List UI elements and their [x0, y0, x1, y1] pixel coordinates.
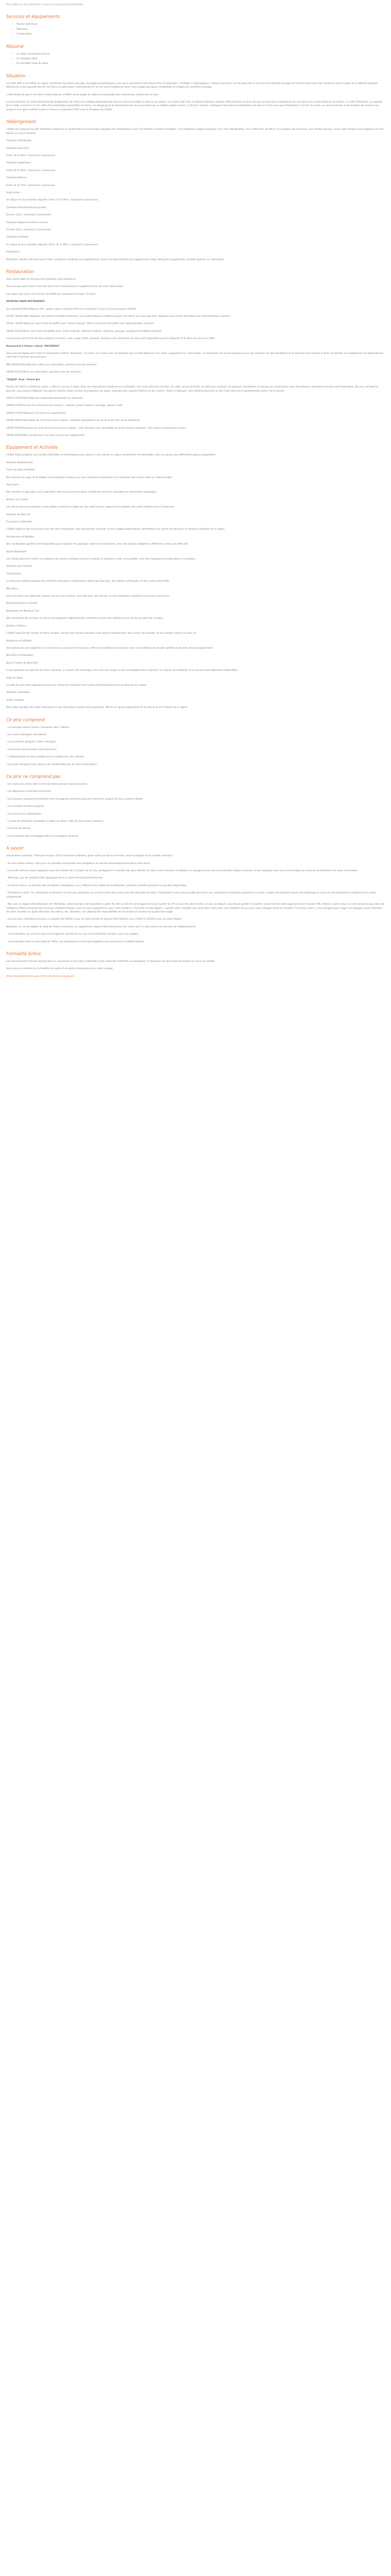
paragraph: L'hôtel est composé de 202 chambres modernes et confortables et sont toutes équipées de climatisation d'une TV satellite à chaînes multiples, d'un téléphone (appels payants), d'un mini réfrigérateur, d'un coffre-fort, du Wi-Fi, d'un plateau de courtoisie, d'un sèche-cheveux, d'une salle de bain avec baignoire et d'un balcon ou d'une terrasse.	[6, 128, 384, 135]
activity-heading: Randonnées et Balades	[6, 535, 35, 538]
paragraph: La Crète offre à ses hôtes un séjour combinant de nature sauvage, de plages paradisiaques ainsi qu'un patrimoine historique riche et séduisant « héritage » mythologique. L'atout vous berce sur du beau de ce à la fois et la beauté sauvage de l'île des Dieux pour des vacances sous le signe de la détente absolue. Découvrez la plus grande des îles de Grèce et optez pour l'authenticité et l'art de vivre traditionnel dans entre plages grecques ensoleillées et villages au caractère sauvage.	[6, 82, 379, 89]
paragraph: Des barbecues sont organisés sur la terrasse ou au bord de la piscine, offrant une ambiance conviviale avec une sélection de viandes grillées et de plats d'accompagnement.	[6, 647, 214, 650]
paragraph: Des spectacles de musique en direct sont proposés régulièrement, mettant en avant des artistes locaux et des groupes de musique.	[6, 617, 164, 620]
activity-heading: Divertissements en Soirée	[6, 602, 38, 605]
activity-heading: Aqua Gym	[6, 483, 19, 486]
paragraph: - Attention, par de notation hôtel appliquée dans le cadre de tarifs promotionnels.	[6, 877, 104, 880]
restauration-section	[6, 269, 385, 437]
paragraph: Les ressortissants français doivent être en possession d'une pièce d'identité (carte nationale d'identité ou passeport), à l'exclusion de tout autre document en cours de validité.	[6, 960, 216, 963]
activity-heading: Spa et Centre de Bien-Être	[6, 662, 38, 665]
list-item: - Les repas non inclus dans la formule demi-pension (sans boissons).	[6, 783, 88, 786]
paragraph: 10h00-23h00 Boissons au verre de la formule tout compris : café, boissons non alcoolisées et alcool (toutes marques), Vins, bières et spiritueux locaux.	[6, 427, 187, 430]
paragraph: Environ 24m², maximum 3 personnes.	[6, 228, 52, 231]
paragraph: - Les bus pour chambres est prévu à compter de 15h00 le jour de votre arrivée et doivent être libérées vers 11h00 et 12h00 le jour de votre départ.	[6, 918, 183, 921]
paragraph: Attention, en cas de départ au-delà de l'heure convenue, un supplément risque d'être facturé lors du "check out" le coût variera en fonction de l'établissement.	[6, 925, 197, 928]
list-item: - Les taxes d'aéroport (révisables).	[6, 733, 47, 736]
services-section	[6, 14, 385, 36]
hebergement-title: Hébergement	[6, 119, 36, 125]
paragraph: Entre 19 et 22m², maximum 3 personnes.	[6, 154, 56, 157]
activity-heading: Club Enfants	[6, 572, 22, 575]
paragraph: 19h00-21h30 Dîner sur réservation, plusieurs fois par semaine	[6, 371, 81, 374]
services-title: Services et équipements	[6, 14, 60, 20]
comprend-title: Ce prix comprend	[6, 717, 45, 722]
activity-heading: Salle de Sport	[6, 676, 23, 680]
resume-title: Résumé	[6, 43, 24, 49]
paragraph: Entre 22 et 27m², maximum 3 personnes.	[6, 184, 56, 187]
paragraph: Chambre Supérieure :	[6, 162, 32, 165]
paragraph: Chambre Familiale :	[6, 236, 30, 239]
paragraph: Des randonnées guidées sont disponibles pour explorer les paysages naturels environnants, avec des options adaptées à différents niveaux de difficulté.	[6, 543, 188, 546]
ne-comprend-title: Ce prix ne comprend pas	[6, 774, 61, 779]
activity-heading: Visites Guidées	[6, 699, 25, 702]
paragraph: Vous pouvez opter pour la formule tout inclus moyennant un supplément lors de votre réservation.	[6, 285, 124, 289]
savoir-title: A savoir	[6, 845, 24, 851]
paragraph: Prestations :	[6, 251, 21, 254]
paragraph: Suite Junior :	[6, 191, 22, 194]
activity-heading: Barbecue et Grillades	[6, 639, 32, 642]
resume-section	[6, 44, 385, 66]
paragraph: 10h00-17h00 Snacks de la formule tout compris : salades, pizzas fraîches, hot-dogs, glaces, fruits	[6, 404, 123, 408]
paragraph: - En basse saison, un fonction des conditions climatiques, ou à l'affluence de l'hôtel est insuffisante, certaines activités peuvent ne pas être disponibles.	[6, 884, 187, 887]
diplomatie-link[interactable]: https://www.diplomatie.gouv.fr/fr/conseils-aux-voyageurs/	[6, 975, 75, 978]
situation-section	[6, 73, 385, 112]
resume-list	[6, 53, 385, 66]
paragraph: - seul indication, les services tous inclus figurant représenté sur une communication certains, servir au antigen.	[6, 933, 139, 936]
paragraph: Des séances de yoga et de Pilates sont proposées chaque jour pour favoriser le bien-être et la relaxation des clients dans un cadre paisible.	[6, 476, 173, 479]
paragraph: 10h00-18h00 Spécialités de la formule tout compris : sélection quotidienne de jus de fruits frais et de smoothies	[6, 419, 140, 422]
comprend-section	[6, 717, 385, 767]
paragraph: 12h45 -14h30 Déjeuner sous forme de buffet avec "show cooking". Dîner sous forme de buffet avec démonstration culinaire	[6, 323, 154, 326]
ne-comprend-section	[6, 774, 385, 838]
paragraph: L'hôtel organise des excursions vers des sites historiques, des monuments culturels, et des villages pittoresques, permettant aux clients de découvrir la richesse culturelle de la région.	[6, 528, 225, 531]
list-item: - Les transferts aéroport / hôtel / aéroport.	[6, 741, 57, 744]
paragraph: Vous pouvez également visiter le restaurant à thème "Kritamos". Un menu à la carte vous est proposé pour le petit déjeuner et le dîner uniquement sur réservation. Le restaurant est ouvert plusieurs jours par semaine. Si vous bénéficiez de la formule tout compris le dîner est gratuit. Un supplément est demandé aux client de la formule demi-pension.	[6, 352, 384, 359]
paragraph: Vous pouvez consulter les formalités de santé et de police nécessaires pour votre voyage :	[6, 968, 115, 971]
situation-title: Situation	[6, 73, 26, 78]
paragraph: Les clients peuvent s'initier ou pratiquer des sports nautiques comme le kayak, la planche à voile, et le paddle, avec des équipements disponibles à la location.	[6, 558, 197, 561]
list-item: - La taxe de résidence climatique à régler sur place (10€ par jour et par chambre).	[6, 820, 104, 823]
paragraph: Le spa propose une gamme de soins relaxants, y compris des massages, des soins du visage, et des enveloppements corporels. Un espace de relaxation et un jacuzzi sont également disponibles.	[6, 669, 238, 672]
activity-heading: Cours de Yoga et Pilates	[6, 469, 35, 472]
paragraph: Chambre Individuelle :	[6, 140, 33, 143]
paragraph: - Prestations à tarif : les cotisations et boissons ne sont pas comprises au service à bord des avions lors des vols aller et retour. Cependant il vous sera possible de choisir vos cotisations et boissons proposés à la carte, à régler directement auprès de l'équipage au cours du vol (paiement en espèces et en euros uniquement).	[6, 892, 376, 899]
paragraph: Ouvert de 10h15 à 22h00 du matin, il offre un service à table, dans une atmosphère moderne et confortable. Une riche sélection de thés, de cafés, de jus de fruits, de délicieux cocktails, de boissons alcoolisées et marque en combinaison avec des boissons alcoolisées locales sont disponibles. De plus, pendant la journée, vous pouvez déguster des glaces fraîches faites maison et préparées sur place, ainsi que des salades fraîches et des snacks. Avant le déjeuner, des rafraîchissements au des fruits sont servis gratuitement autour de la piscine.	[6, 386, 379, 393]
activity-heading: Mini Disco	[6, 587, 19, 590]
paragraph: 10h00-17h00 Déjeuner à la carte (en supplément)	[6, 412, 66, 415]
paragraph: La salle de sport bien équipée permet aux clients de maintenir leur routine d'entraînement tout au long de leur séjour.	[6, 684, 148, 687]
activity-heading: Ateliers de Cuisine	[6, 498, 28, 501]
list-item: - Les assurances optionnelles.	[6, 812, 42, 816]
paragraph: Sur demande Petit-déjeuner tôt : panier repas (vaalide) informer la réception 1 jour à l'avance jusqu'à 20h00	[6, 308, 136, 311]
paragraph: 08h-10h00 Petit-déjeuner crétois sur réservation, plusieurs fois par semaine	[6, 363, 97, 366]
services-list	[6, 23, 385, 36]
list-item: - Les éventuels frais de bagage selon la compagnie aérienne.	[6, 835, 79, 838]
paragraph: 18h30-21h30 Dîner sous forme de buffet avec "show cooking". Soirées à thème : italienne, grecque, asiatique et méditerranéenne.	[6, 330, 162, 333]
paragraph: Chambre Deluxe :	[6, 177, 28, 180]
list-item: • Un véritable coup de cœur	[17, 62, 385, 65]
paragraph: Réception 24h/24, wifi dans tout l'hôtel, assistance médicale (en supplément), service de blanchisserie (en supplément), baby-sitting (en supplément), tir bébé (gratuit, sur demande).	[6, 258, 224, 261]
savoir-section	[6, 845, 385, 944]
restaurant-heading: "ROJAZI" Pool / Snack Bar	[6, 378, 41, 381]
paragraph: Chambre Supérieure Piscine privée :	[6, 221, 50, 224]
paragraph: - Les tarifs enfants seront appliqués pour les enfants de 2 à moins de 12 ans, partageant la chambre de deux adultes. Si votre (vos) enfant(s) ou bébé(s) ne voyage(nt) pas dans les tranches d'âges ci-dessus, le tarif appliqué vous sera communiqué au moment du traitement de votre commande.	[6, 870, 358, 873]
activity-heading: Activités de Plein Air	[6, 513, 31, 516]
list-item: - Le transport aérien France / Héraklion Aller / Retour.	[6, 726, 70, 729]
paragraph: Chambre Standard :	[6, 147, 30, 150]
paragraph: 07h30 -10h30 Petit-déjeuner sous forme de buffet américain. Coin petit-déjeuner traditionnel grec et crétois. Jus d'orange frais. Déjeuner sous forme de buffet avec démonstration culinaire	[6, 315, 230, 318]
paragraph: L'hôtel Aelius propose une variété d'activités et d'animations pour assurer à ses clients un séjour divertissant et mémorable. Voici un aperçu des différentes options disponibles :	[6, 454, 217, 457]
paragraph: Vous serez logés en formule demi-pension (sans boissons).	[6, 278, 76, 281]
equipement-title: Équipement et Activités	[6, 445, 58, 450]
list-item: - Les frais de dossier.	[6, 827, 31, 831]
paragraph: L'hôtel Kaliss & spa 4* est situé à Kato Gouves, à 600m d'une plage de sable et à proximité des commerces, restaurants et bars.	[6, 93, 159, 96]
paragraph: Des sessions d'aqua gym sont organisées dans la piscine principale, combinant exercices physiques et amusement aquatique.	[6, 491, 157, 494]
paragraph: Entre 20 et 24m², maximum 3 personnes.	[6, 169, 56, 172]
list-item: - Les dépenses à caractère personnel.	[6, 790, 52, 793]
list-item: - Les taxes aéroport (sous réserve de modification lors de votre réservation).	[6, 763, 97, 766]
list-item: • Un hôtel récemment rénové	[17, 53, 385, 56]
paragraph: Environ 21m², maximum 3 personnes.	[6, 214, 52, 217]
paragraph: Un séjour et une chambre séparée. Entre 27 et 36m², maximum 4 personnes.	[6, 199, 99, 202]
activity-heading: Sports Nautiques	[6, 550, 27, 553]
hebergement-section	[6, 119, 385, 262]
paragraph: - Nos vols en région internationales de l'Héraklion, votre chambre est disponible à partir de 14h ou 15h et votre logement local à partir de 17h le jour de votre arrivée. Le jour du départ, vous devez quitter la chambre avant midi et votre logement local le avant 10h, même si votre retour se crée est prévu plus tard. De nombreux hôtels prévoient des services complémentaires, avec ou sans supplément, pour votre confort (« free time au day départ », garder votre chambre plus tard dans check-out), une chambre de jour pour vous changer avant le transfert ("courtesy room"), une consigne pour ranger vos bagages avant attention de votre chambre ou après libération de celle-ci, etc. Toutefois, ceci dépend des disponibilités et circonstances locales et ne peut être exigé.	[6, 903, 385, 913]
list-item: • Télévision	[17, 28, 385, 31]
page-content	[0, 0, 391, 978]
formalite-title: Formalité Grèce	[6, 951, 41, 956]
paragraph: Le Chersonnisos, le Crète internationale d'exposition de Crète et le village pittoresque de Gouves sont accessibles à pied ou en voiture. Le Crèter Golf Club, la station balnéaire animée d'Hersonissos et deux des plus grands parcs aquatiques ne sont qu'à une courte distance en voiture. La ville d'Héraklion, la capitale de la Crète, à environ 17 km, offre d'innombrables possibilités de loisirs, de shopping et de divertissement, ainsi que Knossos, le célèbre palais minoen, à 25 km à l'ouest. L'aéroport international d'Héraklion est situé à 14 km et le port d'Héraklion à 17 km. En outre, un service de bus et de location de voitures est proposé et le gare routière locale se trouve à seulement 150 m de la réception de l'hôtel.	[6, 101, 383, 111]
paragraph: 10h00-23h00 Menu et boissons à la carte au bar (en supplément)	[6, 434, 85, 437]
paragraph: Les clients peuvent participer à des ateliers culinaires dirigés par des chefs locaux, apprenant à préparer des plats traditionnels et modernes.	[6, 506, 175, 509]
list-item: - La formule demi-pension (sans boissons).	[6, 748, 57, 751]
list-item: • Climatisation	[17, 32, 385, 36]
list-item: - Les activités et loisirs payants.	[6, 805, 44, 808]
activity-heading: Bien-Être et Relaxation	[6, 654, 34, 657]
activity-heading: Soirées à Thème	[6, 624, 26, 628]
restauration-title: Restauration	[6, 269, 34, 274]
paragraph: Des visites guidées des sites historiques et des attractions locales sont proposées, offrant un aperçu approfondi de la culture et de l'histoire de la région.	[6, 706, 188, 709]
paragraph: L'hôtel organise des soirées à thème variées, comme des soirées grecques avec danse traditionnelle, des soirées de karaoké, et des soirées cinéma en plein air.	[6, 632, 197, 635]
top-navigation-line[interactable]: Description Ce prix comprend / Ce prix ne comprend pas Formalités	[6, 4, 84, 6]
restaurant-heading: ERONTAS MAIN RESTAURANT	[6, 300, 45, 303]
restaurant-heading: Restaurant à thème crétois "KRITAMOS"	[6, 345, 60, 348]
paragraph: Un séjour et une chambre séparée. Entre 31 et 38m², maximum 5 personnes.	[6, 243, 99, 246]
paragraph: - Si vous partez seul(e), votre prix en chambre individuelle sera obligatoire et calculé automatiquement dans votre devis.	[6, 862, 151, 865]
formalite-section	[6, 951, 385, 978]
paragraph: - seul indication dans le descriptif de l'offre, non prestations ne sont pas adaptées aux personnes à mobilité réduite.	[6, 940, 144, 943]
activity-heading: Excursions Culturelles	[6, 521, 32, 523]
list-item: • Piscine extérieure	[17, 23, 385, 26]
activity-heading: Activités Culturelles	[6, 691, 30, 694]
paragraph: Une mini disco est organisée chaque soir pour les enfants, avec des jeux, des danses, et des animations adaptées aux jeunes vacanciers.	[6, 595, 170, 598]
paragraph: Chambre Standard Piscine privée :	[6, 206, 47, 209]
paragraph: 10h15-13h00 Petit-déjeuner continental disponible sur demande	[6, 397, 83, 400]
equipement-section	[6, 445, 385, 709]
list-item: - Les hausses carburant éventuelles des compagnies aériennes pouvant intervenir jusqu'à 30 jours avant le départ.	[6, 798, 144, 801]
paragraph: Les boissons de la formule tout compris (vin blanc, rosé, rouge, bière, pression, boissons non alcoolisées et eau) sont disponibles pour le déjeuner et le dîner au service à table.	[6, 337, 216, 341]
activity-heading: Activités Quotidiennes	[6, 461, 33, 464]
list-item: • Un situation idéal	[17, 57, 385, 61]
paragraph: Informations transfert : Prévoyez environ 1h15 maximum d'attente, après votre arrivée au terminal, avant le départ de la navette collective.	[6, 855, 173, 858]
paragraph: Les repas sont servis sous forme de buffet au restaurant principal "Ermitos".	[6, 293, 97, 296]
activity-heading: Activités pour Enfants	[6, 565, 32, 568]
activity-heading: Spectacles de Musique Live	[6, 609, 39, 613]
list-item: - L'hébergement en base double pour le nombre de nuits choisies.	[6, 756, 85, 759]
paragraph: Le club pour enfants propose des activités amusantes et éducatives telles que des jeux, des ateliers artistiques, et des contes interactifs.	[6, 580, 170, 583]
